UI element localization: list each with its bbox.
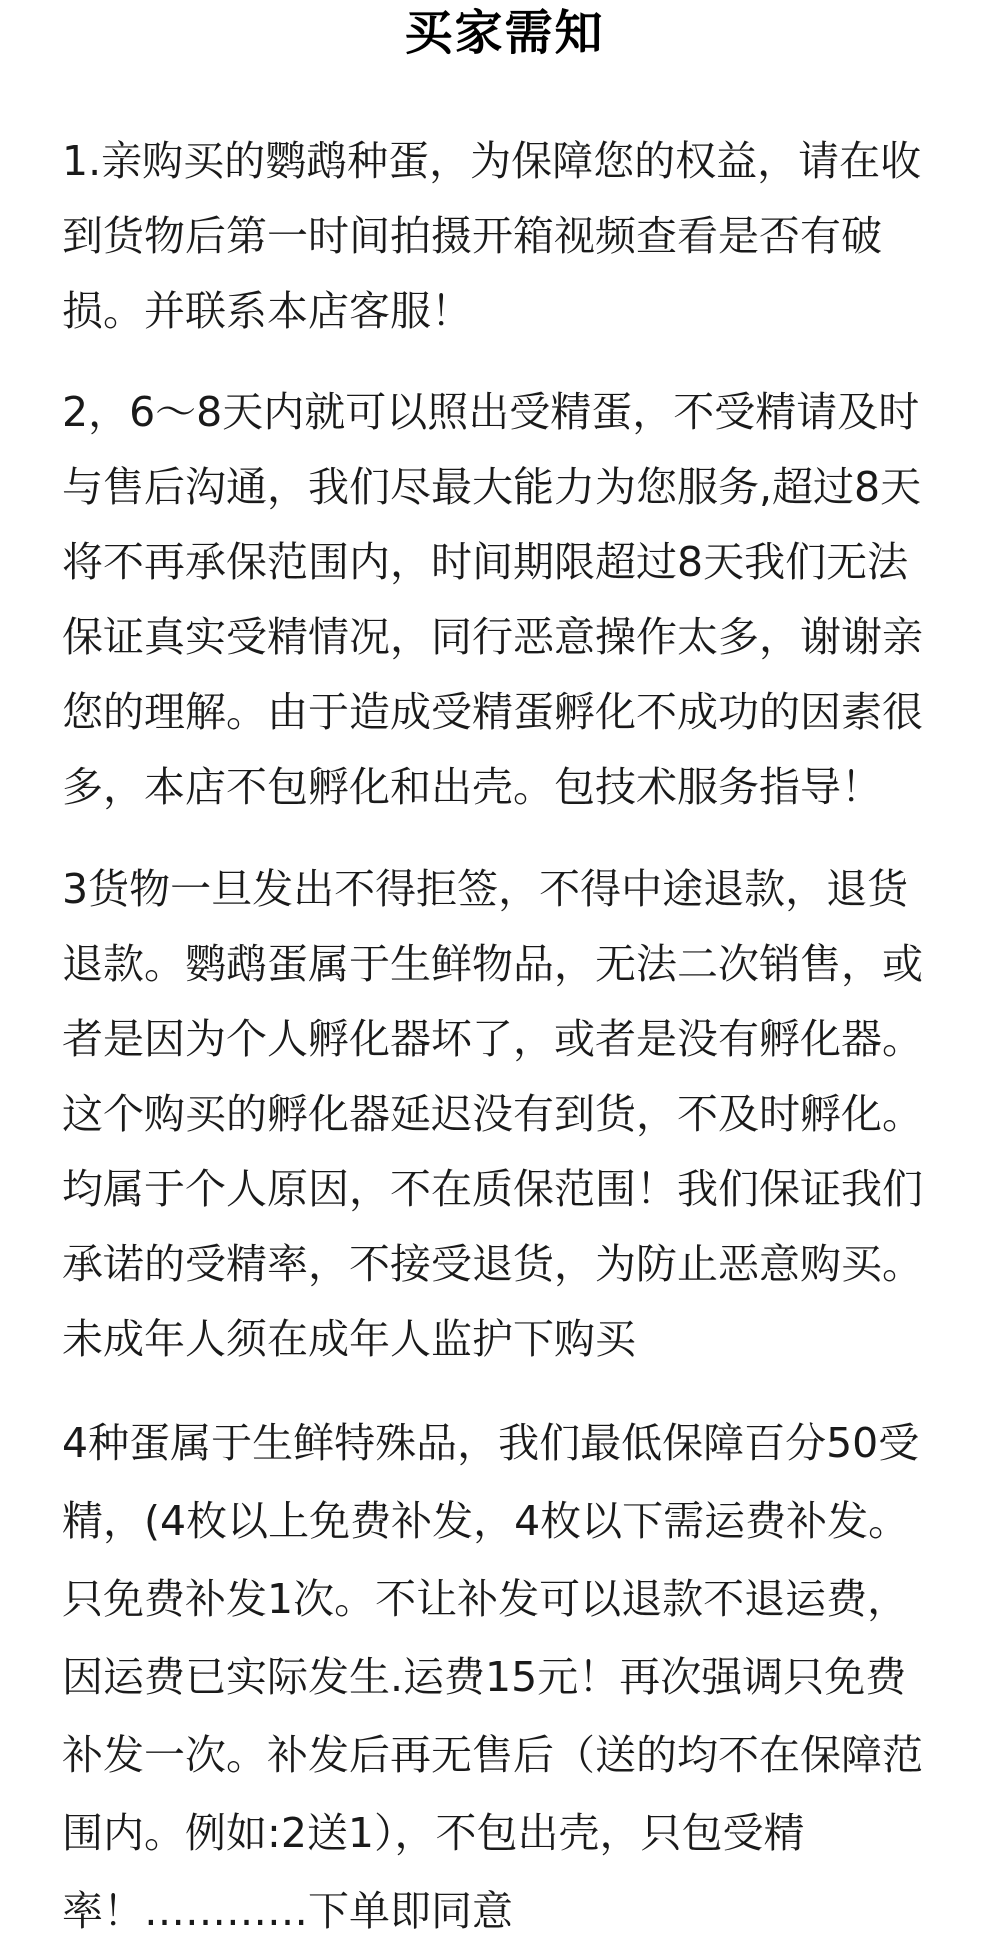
- notice-line: 率！…………下单即同意: [62, 1887, 513, 1935]
- notice-line: 与售后沟通，我们尽最大能力为您服务,超过8天: [62, 463, 922, 511]
- notice-line: 精，(4枚以上免费补发，4枚以下需运费补发。: [62, 1497, 910, 1545]
- notice-line: 均属于个人原因，不在质保范围！我们保证我们: [62, 1165, 923, 1213]
- notice-line: 这个购买的孵化器延迟没有到货，不及时孵化。: [62, 1090, 923, 1138]
- notice-line: 将不再承保范围内，时间期限超过8天我们无法: [62, 538, 909, 586]
- notice-section-4: [62, 1404, 947, 1950]
- notice-section-3: [62, 852, 947, 1377]
- notice-line: 承诺的受精率，不接受退货，为防止恶意购买。: [62, 1240, 923, 1288]
- notice-line: 者是因为个人孵化器坏了，或者是没有孵化器。: [62, 1015, 923, 1063]
- notice-line: 损。并联系本店客服！: [62, 287, 472, 335]
- notice-line: 保证真实受精情况，同行恶意操作太多，谢谢亲: [62, 613, 923, 661]
- notice-line: 围内。例如:2送1），不包出壳，只包受精: [62, 1809, 805, 1857]
- notice-line: 2，6～8天内就可以照出受精蛋，不受精请及时: [62, 388, 920, 436]
- notice-line: 多，本店不包孵化和出壳。包技术服务指导！: [62, 763, 882, 811]
- notice-line: 未成年人须在成年人监护下购买: [62, 1315, 636, 1363]
- notice-line: 3货物一旦发出不得拒签，不得中途退款，退货: [62, 865, 909, 913]
- notice-section-1: [62, 124, 947, 349]
- notice-line: 补发一次。补发后再无售后（送的均不在保障范: [62, 1731, 923, 1779]
- notice-line: 4种蛋属于生鲜特殊品，我们最低保障百分50受: [62, 1419, 920, 1467]
- notice-line: 到货物后第一时间拍摄开箱视频查看是否有破: [62, 212, 882, 260]
- notice-line: 只免费补发1次。不让补发可以退款不退运费，: [62, 1575, 909, 1623]
- notice-line: 1.亲购买的鹦鹉种蛋，为保障您的权益，请在收: [62, 137, 922, 185]
- notice-line: 退款。鹦鹉蛋属于生鲜物品，无法二次销售，或: [62, 940, 923, 988]
- notice-line: 因运费已实际发生.运费15元！再次强调只免费: [62, 1653, 907, 1701]
- notice-section-2: [62, 375, 947, 825]
- page-title: 买家需知: [404, 5, 605, 61]
- notice-line: 您的理解。由于造成受精蛋孵化不成功的因素很: [62, 688, 923, 736]
